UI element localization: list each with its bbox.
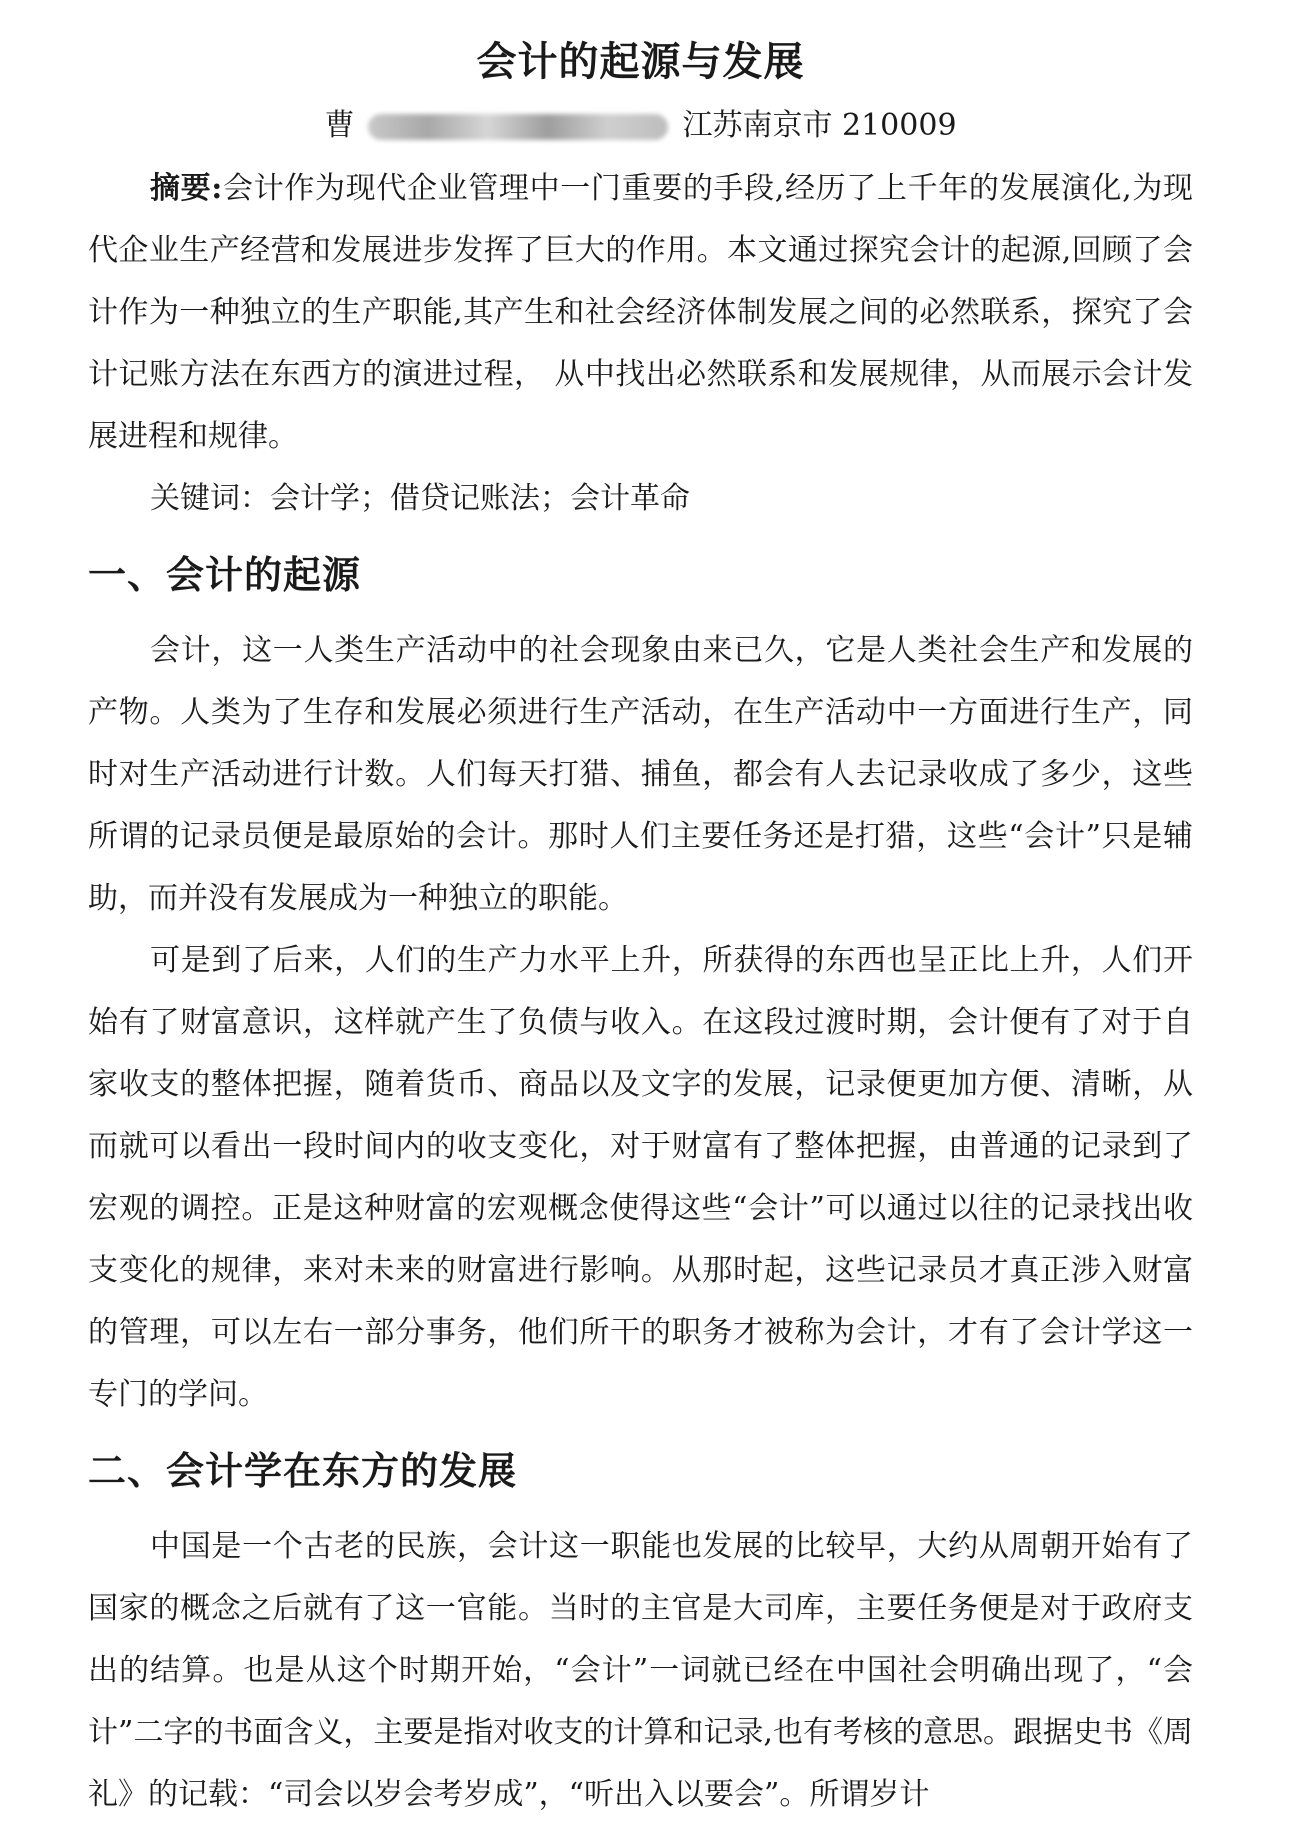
document-title: 会计的起源与发展: [476, 38, 805, 85]
author-line: [88, 104, 1193, 148]
section-heading-east: 二、会计学在东方的发展: [88, 1448, 518, 1493]
body-paragraph: 会计，这一人类生产活动中的社会现象由来已久，它是人类社会生产和发展的产物。人类为了生存和发展必须进行生产活动，在生产活动中一方面进行生产，同时对生产活动进行计数。人们每天打猎、捕鱼，都会有人去记录收成了多少，这些所谓的记录员便是最原始的会计。那时人们主要任务还是打猎，这些“会计”只是辅助，而并没有发展成为一种独立的职能。: [88, 633, 1193, 916]
section-heading-origin: 一、会计的起源: [88, 552, 362, 597]
redacted-author-name: [368, 114, 668, 140]
abstract-paragraph: [88, 158, 1193, 468]
abstract-text: 会计作为现代企业管理中一门重要的手段,经历了上千年的发展演化,为现代企业生产经营和发展进步发挥了巨大的作用。本文通过探究会计的起源,回顾了会计作为一种独立的生产职能,其产生和社会经济体制发展之间的必然联系，探究了会计记账方法在东西方的演进过程， 从中找出必然联系和发展规律，从而展示会计发展进程和规律。: [88, 171, 1194, 454]
body-paragraph: 可是到了后来，人们的生产力水平上升，所获得的东西也呈正比上升，人们开始有了财富意识，这样就产生了负债与收入。在这段过渡时期，会计便有了对于自家收支的整体把握，随着货币、商品以及文字的发展，记录便更加方便、清晰，从而就可以看出一段时间内的收支变化，对于财富有了整体把握，由普通的记录到了宏观的调控。正是这种财富的宏观概念使得这些“会计”可以通过以往的记录找出收支变化的规律，来对未来的财富进行影响。从那时起，这些记录员才真正涉入财富的管理，可以左右一部分事务，他们所干的职务才被称为会计，才有了会计学这一专门的学问。: [88, 943, 1193, 1412]
abstract-label: 摘要:: [150, 171, 223, 206]
document-page: [88, 20, 1193, 1826]
keywords: 关键词：会计学；借贷记账法；会计革命: [150, 481, 690, 516]
author-address: 江苏南京市 210009: [682, 108, 957, 143]
body-paragraph: 中国是一个古老的民族，会计这一职能也发展的比较早，大约从周朝开始有了国家的概念之后就有了这一官能。当时的主官是大司库，主要任务便是对于政府支出的结算。也是从这个时期开始，“会计”一词就已经在中国社会明确出现了，“会计”二字的书面含义，主要是指对收支的计算和记录,也有考核的意思。跟据史书《周礼》的记载：“司会以岁会考岁成”，“听出入以要会”。所谓岁计: [88, 1529, 1193, 1812]
author-surname: 曹: [324, 108, 355, 143]
